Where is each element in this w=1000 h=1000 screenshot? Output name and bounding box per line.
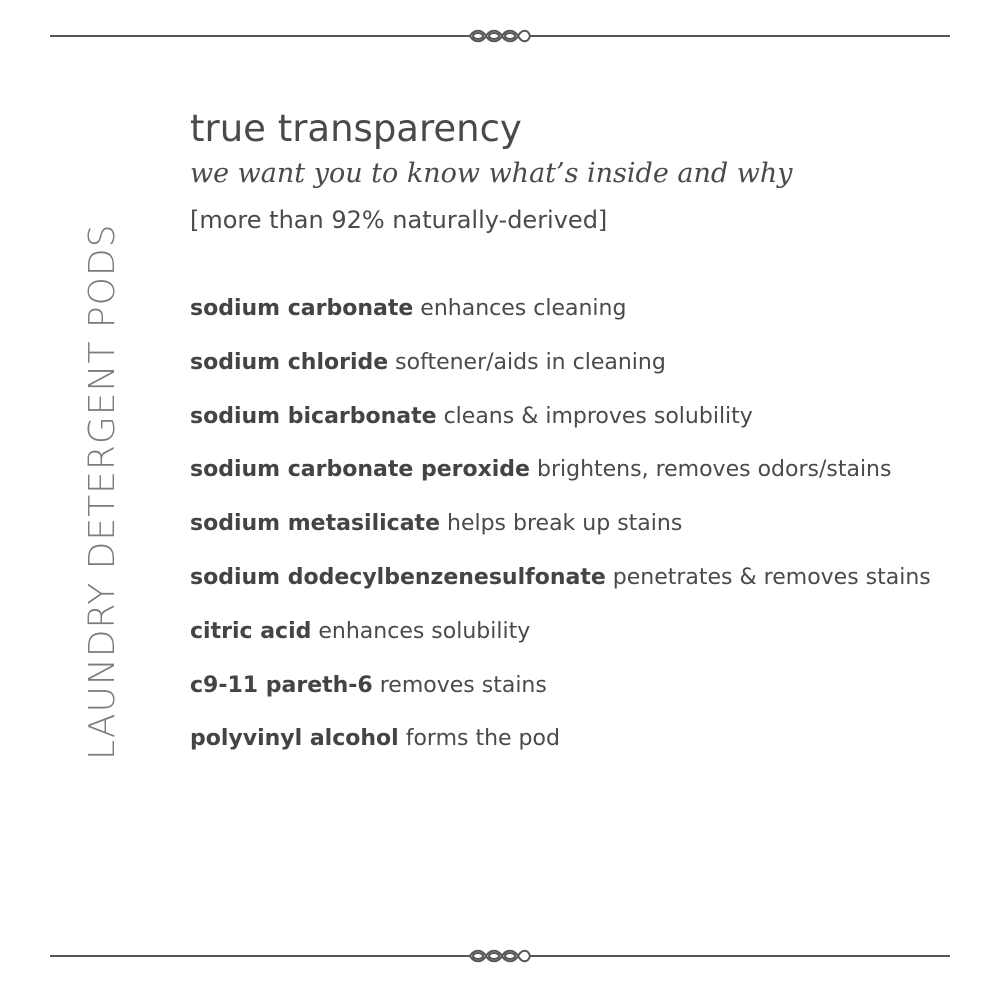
ingredient-name: sodium metasilicate bbox=[190, 511, 440, 537]
knot-ornament-icon bbox=[50, 946, 950, 966]
ingredient-item bbox=[190, 390, 960, 444]
ingredient-item bbox=[190, 659, 960, 713]
ingredient-item bbox=[190, 497, 960, 551]
ingredient-purpose: brightens, removes odors/stains bbox=[536, 457, 892, 483]
ingredient-purpose: forms the pod bbox=[405, 726, 560, 752]
product-side-label: LAUNDRY DETERGENT PODS bbox=[82, 223, 123, 760]
natural-derived-note: [more than 92% naturally-derived] bbox=[190, 206, 608, 234]
ingredient-item bbox=[190, 551, 960, 605]
ingredient-purpose: enhances cleaning bbox=[420, 296, 627, 321]
ingredient-name: sodium carbonate bbox=[190, 296, 414, 321]
ingredient-purpose: helps break up stains bbox=[447, 511, 683, 537]
ingredient-item bbox=[190, 712, 960, 766]
ingredient-purpose: cleans & improves solubility bbox=[443, 403, 753, 429]
knot-ornament-icon bbox=[50, 26, 950, 46]
ingredient-name: sodium dodecylbenzenesulfonate bbox=[190, 564, 606, 590]
ingredient-name: c9-11 pareth-6 bbox=[190, 672, 373, 698]
ingredient-item bbox=[190, 605, 960, 659]
page-title: true transparency bbox=[190, 107, 522, 150]
ingredients-panel bbox=[190, 104, 960, 766]
ingredient-purpose: softener/aids in cleaning bbox=[395, 349, 666, 375]
ingredient-name: sodium carbonate peroxide bbox=[190, 457, 530, 483]
ingredient-name: sodium bicarbonate bbox=[190, 403, 437, 429]
ingredient-item bbox=[190, 282, 960, 336]
page-subtitle: we want you to know what’s inside and why bbox=[190, 158, 793, 189]
top-divider bbox=[50, 26, 950, 46]
ingredient-purpose: penetrates & removes stains bbox=[612, 564, 931, 590]
ingredient-name: citric acid bbox=[190, 618, 312, 644]
ingredient-name: polyvinyl alcohol bbox=[190, 726, 399, 752]
ingredient-purpose: enhances solubility bbox=[318, 618, 531, 644]
ingredient-list bbox=[190, 282, 960, 766]
bottom-divider bbox=[50, 946, 950, 966]
ingredient-item bbox=[190, 336, 960, 390]
ingredient-purpose: removes stains bbox=[379, 672, 547, 698]
ingredient-item bbox=[190, 443, 960, 497]
ingredient-name: sodium chloride bbox=[190, 349, 389, 375]
